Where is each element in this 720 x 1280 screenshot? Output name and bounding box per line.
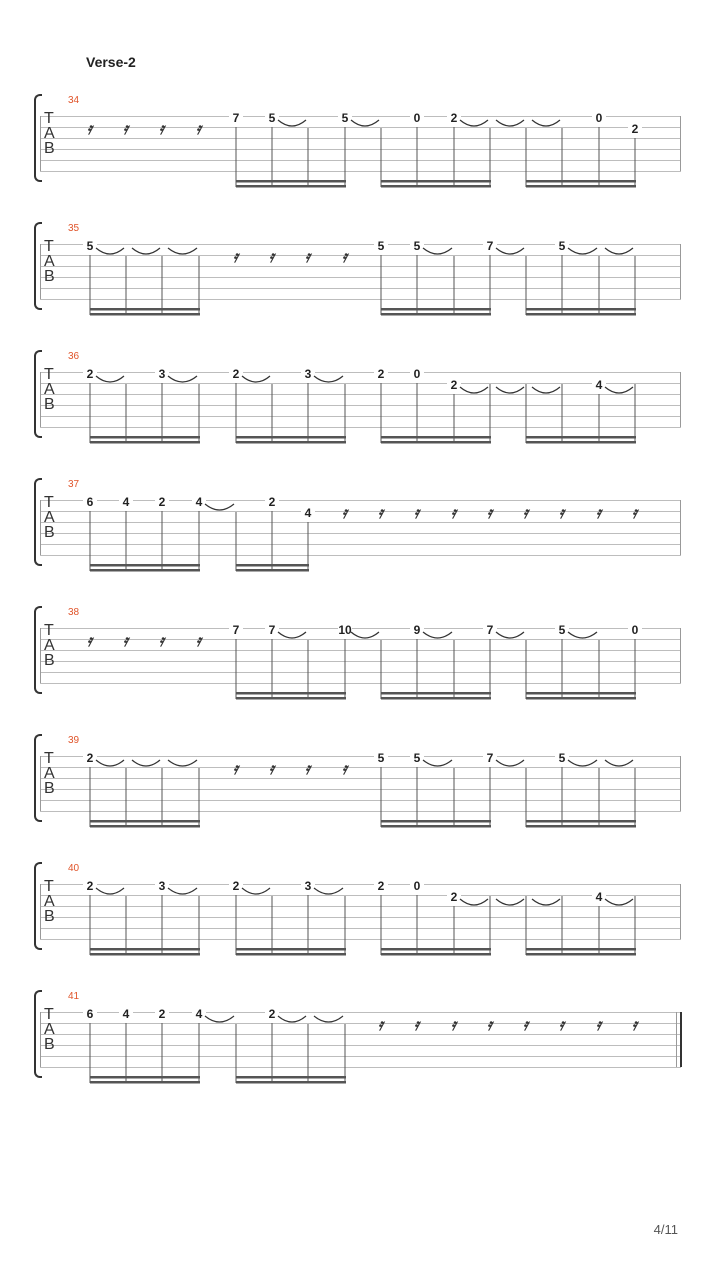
beam: [90, 564, 200, 567]
tie-arc: [496, 899, 524, 905]
beam: [526, 180, 636, 183]
fret-number: 2: [631, 122, 639, 136]
beam: [90, 313, 200, 316]
tie-arc: [96, 760, 124, 766]
beam: [381, 441, 491, 444]
fret-number: 2: [232, 879, 240, 893]
fret-number: 0: [413, 367, 421, 381]
fret-number: 5: [86, 239, 94, 253]
sixteenth-rest-icon: 𝄿: [342, 503, 347, 522]
fret-number: 5: [268, 111, 276, 125]
beam: [90, 569, 200, 572]
fret-number: 9: [413, 623, 421, 637]
fret-number: 10: [338, 623, 352, 637]
measure-number: 40: [68, 863, 80, 874]
tab-clef-letter: A: [44, 1021, 55, 1038]
tie-arc: [242, 888, 270, 894]
fret-number: 7: [486, 751, 494, 765]
tie-arc: [532, 387, 560, 393]
beam: [236, 180, 346, 183]
fret-number: 2: [158, 495, 166, 509]
tie-arc: [496, 248, 524, 254]
measure-number: 34: [68, 95, 80, 106]
tab-system: [0, 607, 720, 722]
tab-clef-letter: B: [44, 1036, 55, 1053]
beam: [381, 313, 491, 316]
sixteenth-rest-icon: 𝄿: [233, 247, 238, 266]
measure-number: 41: [68, 991, 80, 1002]
sixteenth-rest-icon: 𝄿: [632, 503, 637, 522]
sixteenth-rest-icon: 𝄿: [523, 1015, 528, 1034]
tab-clef-letter: A: [44, 381, 55, 398]
tie-arc: [314, 888, 343, 894]
tie-arc: [423, 760, 452, 766]
tab-system: [0, 735, 720, 850]
tie-arc: [496, 120, 524, 126]
tab-clef-letter: A: [44, 893, 55, 910]
fret-number: 2: [377, 367, 385, 381]
notation-layer: [0, 996, 720, 1106]
fret-number: 7: [486, 623, 494, 637]
beam: [236, 564, 309, 567]
beam: [90, 441, 200, 444]
notation-layer: [0, 612, 720, 722]
measure-number: 36: [68, 351, 80, 362]
page-number: 4/11: [653, 1222, 678, 1237]
fret-number: 5: [558, 623, 566, 637]
sixteenth-rest-icon: 𝄿: [378, 1015, 383, 1034]
tie-arc: [605, 387, 633, 393]
beam: [236, 697, 346, 700]
fret-number: 7: [486, 239, 494, 253]
beam: [90, 948, 200, 951]
sixteenth-rest-icon: 𝄿: [596, 1015, 601, 1034]
beam: [236, 1076, 346, 1079]
sixteenth-rest-icon: 𝄿: [269, 759, 274, 778]
tie-arc: [96, 248, 124, 254]
tab-system: [0, 351, 720, 466]
fret-number: 0: [595, 111, 603, 125]
sixteenth-rest-icon: 𝄿: [123, 631, 128, 650]
sixteenth-rest-icon: 𝄿: [559, 503, 564, 522]
tie-arc: [168, 248, 197, 254]
beam: [236, 436, 346, 439]
tie-arc: [496, 632, 524, 638]
tab-clef-letter: T: [44, 622, 54, 639]
sixteenth-rest-icon: 𝄿: [342, 247, 347, 266]
fret-number: 5: [558, 239, 566, 253]
beam: [526, 313, 636, 316]
fret-number: 5: [377, 239, 385, 253]
tie-arc: [314, 376, 343, 382]
fret-number: 5: [558, 751, 566, 765]
tab-clef-letter: B: [44, 908, 55, 925]
sixteenth-rest-icon: 𝄿: [487, 503, 492, 522]
tab-clef-letter: T: [44, 750, 54, 767]
fret-number: 2: [86, 367, 94, 381]
tie-arc: [532, 899, 560, 905]
sixteenth-rest-icon: 𝄿: [378, 503, 383, 522]
sixteenth-rest-icon: 𝄿: [123, 119, 128, 138]
sixteenth-rest-icon: 𝄿: [269, 247, 274, 266]
beam: [526, 436, 636, 439]
beam: [381, 180, 491, 183]
beam: [526, 948, 636, 951]
tie-arc: [568, 632, 597, 638]
fret-number: 3: [158, 367, 166, 381]
beam: [236, 1081, 346, 1084]
sixteenth-rest-icon: 𝄿: [559, 1015, 564, 1034]
tab-clef-letter: A: [44, 765, 55, 782]
beam: [90, 820, 200, 823]
fret-number: 6: [86, 495, 94, 509]
tie-arc: [423, 632, 452, 638]
tab-clef-letter: A: [44, 509, 55, 526]
tab-system: [0, 991, 720, 1106]
beam: [236, 948, 346, 951]
beam: [90, 1076, 200, 1079]
tab-clef-letter: A: [44, 253, 55, 270]
tie-arc: [496, 760, 524, 766]
fret-number: 0: [413, 111, 421, 125]
sixteenth-rest-icon: 𝄿: [87, 119, 92, 138]
tie-arc: [168, 760, 197, 766]
tie-arc: [496, 387, 524, 393]
fret-number: 0: [413, 879, 421, 893]
beam: [90, 825, 200, 828]
tab-clef-letter: T: [44, 238, 54, 255]
tie-arc: [205, 1016, 234, 1022]
beam: [236, 185, 346, 188]
fret-number: 3: [158, 879, 166, 893]
beam: [381, 185, 491, 188]
tab-clef-letter: B: [44, 780, 55, 797]
notation-layer: [0, 100, 720, 210]
beam: [381, 825, 491, 828]
tie-arc: [168, 376, 197, 382]
fret-number: 5: [413, 751, 421, 765]
fret-number: 2: [232, 367, 240, 381]
tab-clef-letter: B: [44, 652, 55, 669]
measure-number: 39: [68, 735, 80, 746]
fret-number: 2: [450, 111, 458, 125]
beam: [526, 692, 636, 695]
measure-number: 35: [68, 223, 80, 234]
tie-arc: [132, 248, 160, 254]
beam: [381, 953, 491, 956]
sixteenth-rest-icon: 𝄿: [523, 503, 528, 522]
tie-arc: [278, 632, 306, 638]
beam: [526, 953, 636, 956]
tie-arc: [532, 120, 560, 126]
fret-number: 7: [268, 623, 276, 637]
beam: [236, 953, 346, 956]
fret-number: 3: [304, 367, 312, 381]
beam: [526, 308, 636, 311]
tie-arc: [460, 120, 488, 126]
beam: [526, 697, 636, 700]
tie-arc: [423, 248, 452, 254]
fret-number: 2: [450, 890, 458, 904]
tie-arc: [242, 376, 270, 382]
beam: [90, 436, 200, 439]
sixteenth-rest-icon: 𝄿: [487, 1015, 492, 1034]
fret-number: 4: [122, 495, 130, 509]
beam: [381, 436, 491, 439]
fret-number: 5: [341, 111, 349, 125]
fret-number: 2: [377, 879, 385, 893]
tab-clef-letter: T: [44, 878, 54, 895]
notation-layer: [0, 484, 720, 594]
tie-arc: [96, 376, 124, 382]
sixteenth-rest-icon: 𝄿: [196, 119, 201, 138]
sixteenth-rest-icon: 𝄿: [451, 503, 456, 522]
beam: [381, 948, 491, 951]
fret-number: 7: [232, 623, 240, 637]
notation-layer: [0, 868, 720, 978]
fret-number: 2: [268, 495, 276, 509]
measure-number: 37: [68, 479, 80, 490]
tab-clef-letter: T: [44, 1006, 54, 1023]
sixteenth-rest-icon: 𝄿: [632, 1015, 637, 1034]
notation-layer: [0, 740, 720, 850]
section-title: Verse-2: [86, 54, 136, 70]
beam: [526, 185, 636, 188]
tie-arc: [278, 120, 306, 126]
sixteenth-rest-icon: 𝄿: [196, 631, 201, 650]
fret-number: 4: [595, 378, 603, 392]
fret-number: 2: [86, 879, 94, 893]
tie-arc: [351, 632, 379, 638]
beam: [526, 820, 636, 823]
fret-number: 5: [377, 751, 385, 765]
beam: [90, 953, 200, 956]
measure-number: 38: [68, 607, 80, 618]
tab-system: [0, 479, 720, 594]
beam: [526, 441, 636, 444]
fret-number: 4: [195, 495, 203, 509]
sixteenth-rest-icon: 𝄿: [451, 1015, 456, 1034]
beam: [381, 692, 491, 695]
tie-arc: [460, 899, 488, 905]
tab-system: [0, 223, 720, 338]
beam: [381, 820, 491, 823]
notation-layer: [0, 356, 720, 466]
sixteenth-rest-icon: 𝄿: [87, 631, 92, 650]
tie-arc: [460, 387, 488, 393]
notation-layer: [0, 228, 720, 338]
fret-number: 2: [268, 1007, 276, 1021]
beam: [236, 692, 346, 695]
beam: [526, 825, 636, 828]
tie-arc: [568, 760, 597, 766]
tie-arc: [314, 1016, 343, 1022]
tie-arc: [132, 760, 160, 766]
tie-arc: [96, 888, 124, 894]
fret-number: 4: [195, 1007, 203, 1021]
tab-clef-letter: B: [44, 524, 55, 541]
sixteenth-rest-icon: 𝄿: [159, 631, 164, 650]
tie-arc: [568, 248, 597, 254]
sixteenth-rest-icon: 𝄿: [233, 759, 238, 778]
beam: [236, 441, 346, 444]
sixteenth-rest-icon: 𝄿: [596, 503, 601, 522]
tab-clef-letter: A: [44, 125, 55, 142]
fret-number: 3: [304, 879, 312, 893]
sixteenth-rest-icon: 𝄿: [414, 1015, 419, 1034]
fret-number: 2: [158, 1007, 166, 1021]
fret-number: 0: [631, 623, 639, 637]
fret-number: 5: [413, 239, 421, 253]
beam: [90, 308, 200, 311]
sixteenth-rest-icon: 𝄿: [414, 503, 419, 522]
beam: [381, 308, 491, 311]
tab-clef-letter: B: [44, 268, 55, 285]
sixteenth-rest-icon: 𝄿: [342, 759, 347, 778]
tie-arc: [351, 120, 379, 126]
beam: [381, 697, 491, 700]
tie-arc: [168, 888, 197, 894]
tab-clef-letter: B: [44, 140, 55, 157]
tie-arc: [605, 899, 633, 905]
tab-clef-letter: A: [44, 637, 55, 654]
fret-number: 2: [86, 751, 94, 765]
tab-clef-letter: T: [44, 366, 54, 383]
tab-clef-letter: T: [44, 110, 54, 127]
tie-arc: [605, 760, 633, 766]
beam: [236, 569, 309, 572]
tie-arc: [205, 504, 234, 510]
tab-clef-letter: B: [44, 396, 55, 413]
fret-number: 4: [304, 506, 312, 520]
tab-system: [0, 95, 720, 210]
sixteenth-rest-icon: 𝄿: [305, 247, 310, 266]
fret-number: 4: [122, 1007, 130, 1021]
tie-arc: [278, 1016, 306, 1022]
fret-number: 2: [450, 378, 458, 392]
beam: [90, 1081, 200, 1084]
fret-number: 4: [595, 890, 603, 904]
tab-system: [0, 863, 720, 978]
sixteenth-rest-icon: 𝄿: [305, 759, 310, 778]
fret-number: 7: [232, 111, 240, 125]
fret-number: 6: [86, 1007, 94, 1021]
tab-clef-letter: T: [44, 494, 54, 511]
sixteenth-rest-icon: 𝄿: [159, 119, 164, 138]
tie-arc: [605, 248, 633, 254]
